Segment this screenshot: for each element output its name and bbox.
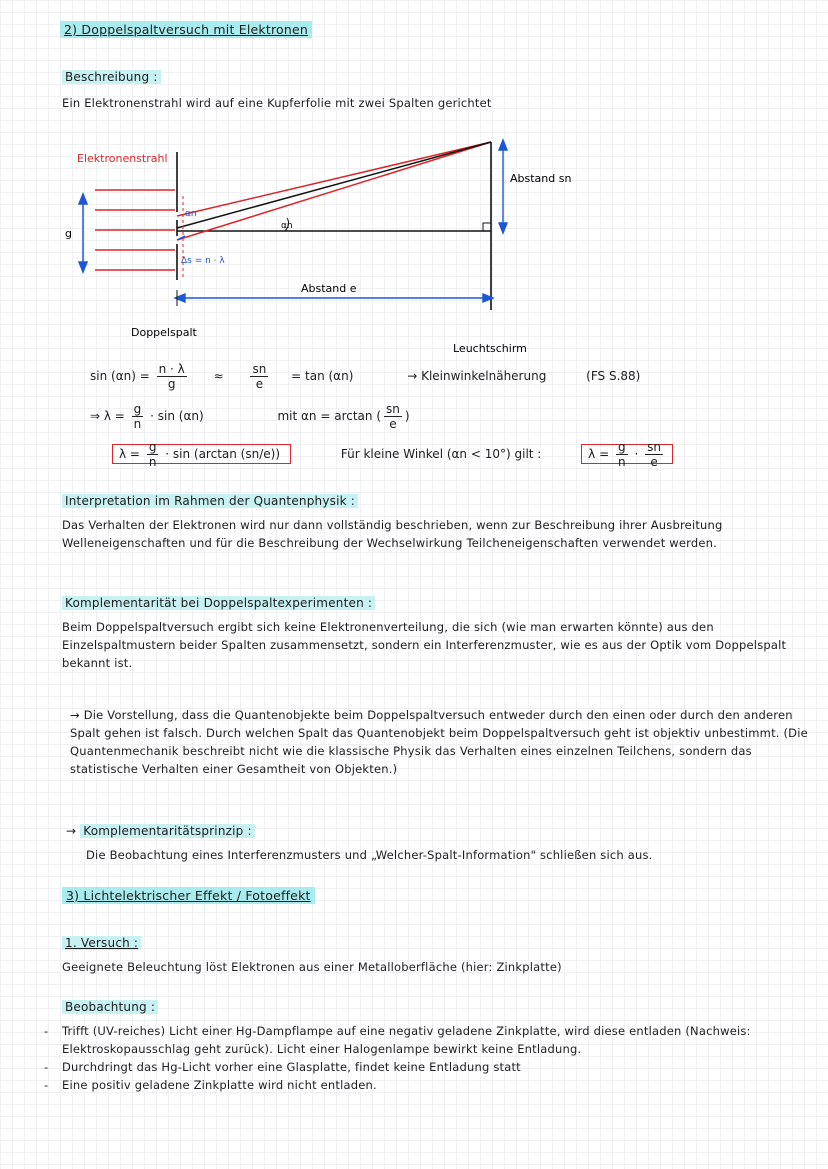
- section-title-2: [60, 22, 312, 37]
- komplementaritaet-text: Beim Doppelspaltversuch ergibt sich keine Elektronenverteilung, die sich (wie man erwarten könnte) aus den Einzelspaltmustern beider Spalten zusammensetzt, sondern ein Interferenzmuster, wie es aus der Optik vom Doppelspalt bekannt ist.: [62, 620, 787, 670]
- rays: [177, 142, 491, 240]
- beobachtung-label-text: Beobachtung :: [62, 1000, 158, 1014]
- section-title-3-text: 3) Lichtelektrischer Effekt / Fotoeffekt: [62, 887, 315, 904]
- list-item: - Trifft (UV-reiches) Licht einer Hg-Dampflampe auf eine negativ geladene Zinkplatte, wird diese entladen (Nachweis: Elektroskopausschlag geht zurück). Licht einer Halogenlampe bewirkt keine Entladung.: [44, 1022, 814, 1058]
- fs-ref: (FS S.88): [586, 369, 641, 383]
- section-title-2-text: 2) Doppelspaltversuch mit Elektronen: [60, 21, 312, 38]
- prinzip-text: Die Beobachtung eines Interferenzmusters und „Welcher-Spalt-Information" schließen sich aus.: [86, 848, 653, 862]
- beschreibung-label: [62, 70, 161, 84]
- f4-den2: e: [650, 455, 658, 469]
- f1b-frac: [250, 362, 268, 391]
- f2-lhs: ⇒ λ =: [90, 409, 125, 423]
- f4-frac-1: [616, 440, 628, 469]
- formula-row-1: [90, 362, 710, 391]
- f2-rhs: · sin (αn): [150, 409, 204, 423]
- f3-lhs: λ =: [119, 447, 140, 461]
- beobachtung-label: [62, 1000, 158, 1014]
- f1-lhs: sin (αn) =: [90, 369, 150, 383]
- mit-den: e: [389, 417, 397, 431]
- f3-frac: [147, 440, 159, 469]
- beam-label: Elektronenstrahl: [77, 152, 168, 165]
- f4-num2: sn: [647, 440, 661, 454]
- komplementaritaet-title-text: Komplementarität bei Doppelspaltexperimenten :: [62, 596, 375, 610]
- formula-row-2: [90, 402, 410, 431]
- electron-beam-lines: [95, 190, 175, 270]
- f1-approx: ≈: [213, 369, 224, 383]
- f1-rhs: = tan (αn): [291, 369, 354, 383]
- sn-arrow: [499, 140, 507, 233]
- versuch-text: Geeignete Beleuchtung löst Elektronen aus einer Metalloberfläche (hier: Zinkplatte): [62, 960, 562, 974]
- f1-num: n · λ: [158, 362, 185, 376]
- beobachtung-list: [44, 1022, 814, 1094]
- f3-den: n: [148, 455, 157, 469]
- list-item: - Durchdringt das Hg-Licht vorher eine Glasplatte, findet keine Entladung statt: [44, 1058, 814, 1076]
- komplementaritaet-title: [62, 596, 375, 610]
- versuch-label-text: 1. Versuch :: [62, 936, 141, 950]
- vorstellung-text: → Die Vorstellung, dass die Quantenobjekte beim Doppelspaltversuch entweder durch den einen oder durch den anderen Spalt gehen ist falsch. Durch welchen Spalt das Quantenobjekt beim Doppelspaltversuch geht ist objektiv unbestimmt. (Die Quantenmechanik beschreibt nicht wie die klassische Physik das Verhalten eines einzelnen Teilchens, sondern das statistische Verhalten einer Gesamtheit von Objekten.): [70, 708, 808, 776]
- beschreibung-text: Ein Elektronenstrahl wird auf eine Kupferfolie mit zwei Spalten gerichtet: [62, 96, 492, 110]
- f4-dot: ·: [634, 447, 639, 461]
- list-item: - Eine positiv geladene Zinkplatte wird nicht entladen.: [44, 1076, 814, 1094]
- interpretation-text: Das Verhalten der Elektronen wird nur dann vollständig beschrieben, wenn zur Beschreibung ihrer Ausbreitung Welleneigenschaften und für die Beschreibung der Wechselwirkung Teilcheneigenschaften verwendet werden.: [62, 518, 723, 550]
- right-angle-mark: [483, 223, 491, 231]
- result-box-2: [581, 440, 673, 469]
- list-item-text: Eine positiv geladene Zinkplatte wird nicht entladen.: [62, 1078, 377, 1092]
- mit-num: sn: [386, 402, 400, 416]
- arrow-glyph: →: [66, 824, 81, 838]
- f2-den: n: [133, 417, 142, 431]
- abstand-e-label: Abstand e: [301, 282, 357, 295]
- f4-den1: n: [617, 455, 626, 469]
- mit-frac: [384, 402, 402, 431]
- f2-num: g: [133, 402, 142, 416]
- kleinwinkel: → Kleinwinkelnäherung: [407, 369, 547, 383]
- mit-paren: ( $\frac{sn}{e}$ ): [376, 402, 410, 431]
- result-box-1: [112, 440, 291, 469]
- interpretation-title-text: Interpretation im Rahmen der Quantenphysik :: [62, 494, 358, 508]
- f4-lhs: λ =: [588, 447, 610, 461]
- f4-frac-2: [645, 440, 663, 469]
- g-arrow: [79, 194, 87, 272]
- doppelspalt-label: Doppelspalt: [131, 326, 197, 339]
- small-angle-text: Für kleine Winkel (αn < 10°) gilt :: [340, 447, 542, 461]
- section-title-3: [62, 888, 315, 903]
- f1b-num: sn: [252, 362, 267, 376]
- formula-row-3: [112, 440, 673, 469]
- alpha-n-mid: αn: [281, 221, 293, 231]
- list-item-text: Trifft (UV-reiches) Licht einer Hg-Dampflampe auf eine negativ geladene Zinkplatte, wird diese entladen (Nachweis: Elektroskopausschlag geht zurück). Licht einer Halogenlampe bewirkt keine Entladung.: [62, 1024, 751, 1056]
- f1-frac: [157, 362, 187, 391]
- prinzip-title-text: Komplementaritätsprinzip :: [80, 824, 254, 838]
- abstand-s-label: Abstand sn: [510, 172, 572, 185]
- g-label: g: [65, 227, 72, 240]
- delta-s-label: Δs = n · λ: [181, 256, 225, 266]
- f3-rhs: · sin (arctan (sn/e)): [165, 447, 281, 461]
- e-arrow: [175, 294, 493, 302]
- double-slit-diagram: [55, 130, 615, 360]
- alpha-n-small: αn: [185, 209, 197, 219]
- interpretation-title: [62, 494, 358, 508]
- versuch-label: [62, 936, 141, 950]
- list-item-text: Durchdringt das Hg-Licht vorher eine Glasplatte, findet keine Entladung statt: [62, 1060, 521, 1074]
- f1-den: g: [167, 377, 176, 391]
- f1b-den: e: [255, 377, 264, 391]
- f3-num: g: [148, 440, 157, 454]
- mit-text: mit αn = arctan: [277, 409, 373, 423]
- leuchtschirm-label: Leuchtschirm: [453, 342, 527, 355]
- beschreibung-label-text: Beschreibung :: [62, 70, 161, 84]
- f2-frac: [132, 402, 144, 431]
- f4-num1: g: [617, 440, 626, 454]
- komplementaritaetsprinzip-title: [66, 824, 255, 838]
